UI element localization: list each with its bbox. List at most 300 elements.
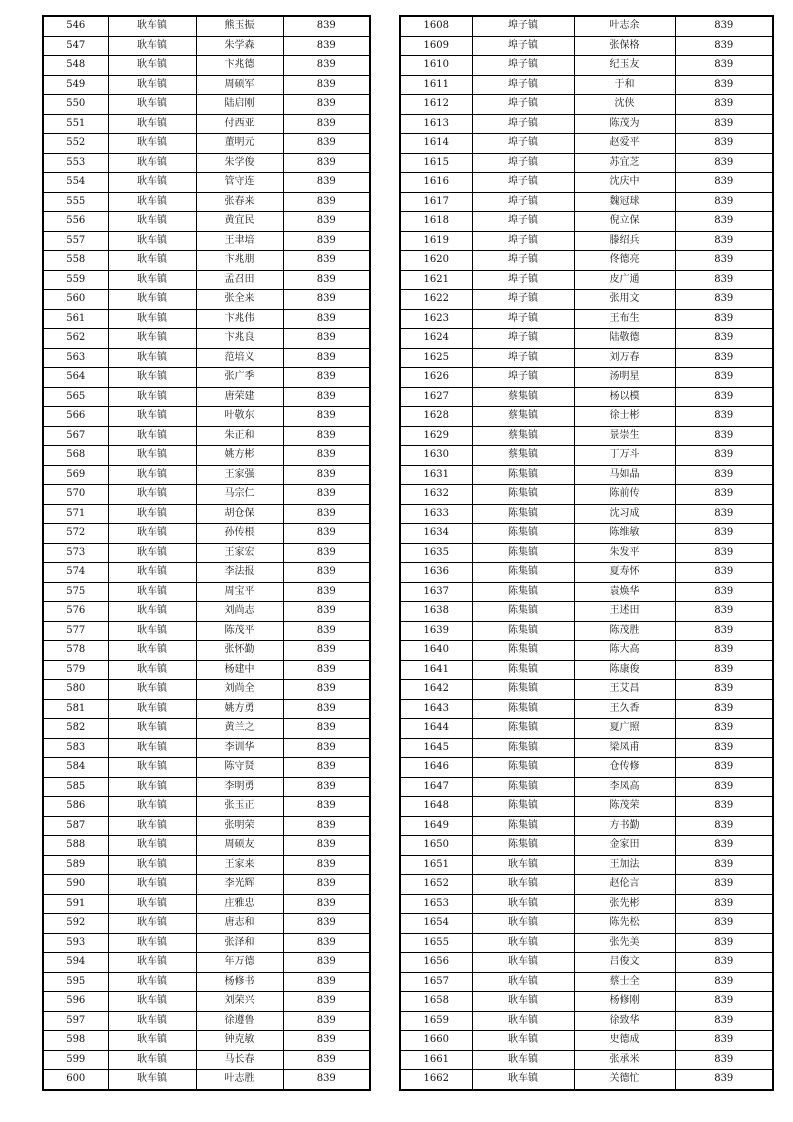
row-number-cell: 552 xyxy=(43,134,108,154)
name-cell: 魏冠球 xyxy=(574,192,675,212)
row-number-cell: 551 xyxy=(43,114,108,134)
amount-cell: 839 xyxy=(283,972,370,992)
row-number-cell: 577 xyxy=(43,621,108,641)
town-cell: 耿车镇 xyxy=(108,426,196,446)
town-cell: 耿车镇 xyxy=(108,602,196,622)
name-cell: 卞兆朋 xyxy=(196,251,283,271)
town-cell: 埠子镇 xyxy=(472,348,574,368)
row-number-cell: 565 xyxy=(43,387,108,407)
amount-cell: 839 xyxy=(675,290,773,310)
row-number-cell: 1610 xyxy=(400,56,472,76)
row-number-cell: 546 xyxy=(43,16,108,36)
town-cell: 埠子镇 xyxy=(472,36,574,56)
name-cell: 年万德 xyxy=(196,953,283,973)
name-cell: 蔡士全 xyxy=(574,972,675,992)
table-row xyxy=(400,329,773,349)
table-row xyxy=(43,894,370,914)
row-number-cell: 1636 xyxy=(400,563,472,583)
row-number-cell: 1646 xyxy=(400,758,472,778)
town-cell: 耿车镇 xyxy=(108,36,196,56)
town-cell: 耿车镇 xyxy=(108,465,196,485)
name-cell: 周硕友 xyxy=(196,836,283,856)
name-cell: 陈茂荣 xyxy=(574,797,675,817)
town-cell: 耿车镇 xyxy=(472,855,574,875)
table-row xyxy=(43,563,370,583)
name-cell: 张怀勤 xyxy=(196,641,283,661)
table-row xyxy=(43,348,370,368)
row-number-cell: 566 xyxy=(43,407,108,427)
name-cell: 徐士彬 xyxy=(574,407,675,427)
amount-cell: 839 xyxy=(283,368,370,388)
row-number-cell: 1629 xyxy=(400,426,472,446)
amount-cell: 839 xyxy=(675,680,773,700)
row-number-cell: 581 xyxy=(43,699,108,719)
amount-cell: 839 xyxy=(283,231,370,251)
amount-cell: 839 xyxy=(675,1011,773,1031)
row-number-cell: 568 xyxy=(43,446,108,466)
amount-cell: 839 xyxy=(675,543,773,563)
amount-cell: 839 xyxy=(283,1031,370,1051)
town-cell: 耿车镇 xyxy=(108,114,196,134)
town-cell: 陈集镇 xyxy=(472,738,574,758)
amount-cell: 839 xyxy=(675,1031,773,1051)
row-number-cell: 582 xyxy=(43,719,108,739)
town-cell: 埠子镇 xyxy=(472,329,574,349)
row-number-cell: 1611 xyxy=(400,75,472,95)
name-cell: 杨修书 xyxy=(196,972,283,992)
town-cell: 陈集镇 xyxy=(472,465,574,485)
name-cell: 卞兆伟 xyxy=(196,309,283,329)
town-cell: 陈集镇 xyxy=(472,621,574,641)
table-row xyxy=(43,75,370,95)
town-cell: 耿车镇 xyxy=(108,660,196,680)
town-cell: 耿车镇 xyxy=(472,972,574,992)
row-number-cell: 558 xyxy=(43,251,108,271)
amount-cell: 839 xyxy=(283,738,370,758)
name-cell: 孟召田 xyxy=(196,270,283,290)
table-row xyxy=(43,192,370,212)
row-number-cell: 1656 xyxy=(400,953,472,973)
name-cell: 沈庆中 xyxy=(574,173,675,193)
town-cell: 耿车镇 xyxy=(108,134,196,154)
row-number-cell: 594 xyxy=(43,953,108,973)
amount-cell: 839 xyxy=(675,485,773,505)
table-row xyxy=(400,75,773,95)
row-number-cell: 1614 xyxy=(400,134,472,154)
table-row xyxy=(400,1011,773,1031)
town-cell: 耿车镇 xyxy=(108,524,196,544)
table-row xyxy=(400,16,773,36)
row-number-cell: 1609 xyxy=(400,36,472,56)
name-cell: 陆敬德 xyxy=(574,329,675,349)
amount-cell: 839 xyxy=(283,524,370,544)
row-number-cell: 563 xyxy=(43,348,108,368)
table-row xyxy=(43,485,370,505)
amount-cell: 839 xyxy=(283,329,370,349)
town-cell: 耿车镇 xyxy=(472,953,574,973)
row-number-cell: 590 xyxy=(43,875,108,895)
table-row xyxy=(400,914,773,934)
name-cell: 姚方彬 xyxy=(196,446,283,466)
row-number-cell: 599 xyxy=(43,1050,108,1070)
town-cell: 耿车镇 xyxy=(108,368,196,388)
row-number-cell: 564 xyxy=(43,368,108,388)
amount-cell: 839 xyxy=(283,504,370,524)
row-number-cell: 1628 xyxy=(400,407,472,427)
amount-cell: 839 xyxy=(675,348,773,368)
town-cell: 耿车镇 xyxy=(108,855,196,875)
table-row xyxy=(400,777,773,797)
amount-cell: 839 xyxy=(675,738,773,758)
row-number-cell: 1624 xyxy=(400,329,472,349)
row-number-cell: 1661 xyxy=(400,1050,472,1070)
name-cell: 夏广照 xyxy=(574,719,675,739)
amount-cell: 839 xyxy=(283,173,370,193)
name-cell: 史德成 xyxy=(574,1031,675,1051)
town-cell: 耿车镇 xyxy=(108,153,196,173)
town-cell: 耿车镇 xyxy=(108,75,196,95)
name-cell: 王家来 xyxy=(196,855,283,875)
table-row xyxy=(43,1050,370,1070)
table-row xyxy=(43,777,370,797)
amount-cell: 839 xyxy=(283,153,370,173)
table-row xyxy=(43,719,370,739)
name-cell: 苏宜芝 xyxy=(574,153,675,173)
town-cell: 耿车镇 xyxy=(108,914,196,934)
row-number-cell: 595 xyxy=(43,972,108,992)
town-cell: 耿车镇 xyxy=(472,992,574,1012)
name-cell: 陆启刚 xyxy=(196,95,283,115)
table-row xyxy=(43,504,370,524)
row-number-cell: 1635 xyxy=(400,543,472,563)
row-number-cell: 1617 xyxy=(400,192,472,212)
table-row xyxy=(400,563,773,583)
town-cell: 蔡集镇 xyxy=(472,426,574,446)
town-cell: 耿车镇 xyxy=(108,251,196,271)
name-cell: 张先美 xyxy=(574,933,675,953)
town-cell: 陈集镇 xyxy=(472,504,574,524)
town-cell: 陈集镇 xyxy=(472,660,574,680)
row-number-cell: 1653 xyxy=(400,894,472,914)
name-cell: 王家宏 xyxy=(196,543,283,563)
amount-cell: 839 xyxy=(675,660,773,680)
amount-cell: 839 xyxy=(675,368,773,388)
row-number-cell: 1652 xyxy=(400,875,472,895)
name-cell: 张保格 xyxy=(574,36,675,56)
roster-table-body xyxy=(400,16,773,1090)
table-row xyxy=(43,290,370,310)
amount-cell: 839 xyxy=(283,933,370,953)
table-row xyxy=(43,465,370,485)
amount-cell: 839 xyxy=(675,992,773,1012)
amount-cell: 839 xyxy=(675,699,773,719)
town-cell: 陈集镇 xyxy=(472,816,574,836)
table-row xyxy=(400,309,773,329)
town-cell: 耿车镇 xyxy=(108,231,196,251)
town-cell: 耿车镇 xyxy=(108,270,196,290)
amount-cell: 839 xyxy=(675,914,773,934)
amount-cell: 839 xyxy=(283,465,370,485)
name-cell: 徐遵鲁 xyxy=(196,1011,283,1031)
town-cell: 陈集镇 xyxy=(472,563,574,583)
amount-cell: 839 xyxy=(283,602,370,622)
name-cell: 陈前传 xyxy=(574,485,675,505)
name-cell: 庄雅忠 xyxy=(196,894,283,914)
amount-cell: 839 xyxy=(675,95,773,115)
amount-cell: 839 xyxy=(675,582,773,602)
town-cell: 陈集镇 xyxy=(472,641,574,661)
amount-cell: 839 xyxy=(283,387,370,407)
name-cell: 张全来 xyxy=(196,290,283,310)
table-row xyxy=(400,290,773,310)
name-cell: 关德忙 xyxy=(574,1070,675,1090)
row-number-cell: 549 xyxy=(43,75,108,95)
name-cell: 刘荣兴 xyxy=(196,992,283,1012)
town-cell: 耿车镇 xyxy=(472,894,574,914)
name-cell: 沈侠 xyxy=(574,95,675,115)
name-cell: 杨以模 xyxy=(574,387,675,407)
row-number-cell: 1620 xyxy=(400,251,472,271)
amount-cell: 839 xyxy=(283,114,370,134)
town-cell: 蔡集镇 xyxy=(472,407,574,427)
row-number-cell: 550 xyxy=(43,95,108,115)
row-number-cell: 1615 xyxy=(400,153,472,173)
town-cell: 耿车镇 xyxy=(108,1031,196,1051)
row-number-cell: 569 xyxy=(43,465,108,485)
town-cell: 耿车镇 xyxy=(108,387,196,407)
amount-cell: 839 xyxy=(283,251,370,271)
town-cell: 耿车镇 xyxy=(108,875,196,895)
name-cell: 王加法 xyxy=(574,855,675,875)
town-cell: 埠子镇 xyxy=(472,212,574,232)
table-row xyxy=(400,153,773,173)
name-cell: 叶敬东 xyxy=(196,407,283,427)
town-cell: 耿车镇 xyxy=(108,777,196,797)
amount-cell: 839 xyxy=(283,816,370,836)
amount-cell: 839 xyxy=(283,446,370,466)
town-cell: 埠子镇 xyxy=(472,309,574,329)
row-number-cell: 1633 xyxy=(400,504,472,524)
amount-cell: 839 xyxy=(675,231,773,251)
town-cell: 耿车镇 xyxy=(108,797,196,817)
name-cell: 景崇生 xyxy=(574,426,675,446)
amount-cell: 839 xyxy=(675,719,773,739)
row-number-cell: 1619 xyxy=(400,231,472,251)
amount-cell: 839 xyxy=(675,1050,773,1070)
name-cell: 倪立保 xyxy=(574,212,675,232)
name-cell: 王久香 xyxy=(574,699,675,719)
name-cell: 梁凤甫 xyxy=(574,738,675,758)
table-row xyxy=(43,114,370,134)
row-number-cell: 583 xyxy=(43,738,108,758)
row-number-cell: 596 xyxy=(43,992,108,1012)
town-cell: 耿车镇 xyxy=(108,1050,196,1070)
row-number-cell: 1643 xyxy=(400,699,472,719)
town-cell: 耿车镇 xyxy=(108,563,196,583)
amount-cell: 839 xyxy=(283,95,370,115)
name-cell: 方书勤 xyxy=(574,816,675,836)
amount-cell: 839 xyxy=(675,1070,773,1090)
row-number-cell: 1632 xyxy=(400,485,472,505)
amount-cell: 839 xyxy=(283,36,370,56)
roster-table-left xyxy=(42,15,371,1091)
name-cell: 熊玉振 xyxy=(196,16,283,36)
row-number-cell: 1639 xyxy=(400,621,472,641)
table-row xyxy=(400,348,773,368)
row-number-cell: 548 xyxy=(43,56,108,76)
amount-cell: 839 xyxy=(283,582,370,602)
town-cell: 耿车镇 xyxy=(108,16,196,36)
amount-cell: 839 xyxy=(675,641,773,661)
table-row xyxy=(43,992,370,1012)
town-cell: 耿车镇 xyxy=(108,894,196,914)
name-cell: 王述田 xyxy=(574,602,675,622)
table-row xyxy=(400,875,773,895)
table-row xyxy=(43,270,370,290)
name-cell: 袁焕华 xyxy=(574,582,675,602)
amount-cell: 839 xyxy=(283,1070,370,1090)
amount-cell: 839 xyxy=(675,212,773,232)
town-cell: 耿车镇 xyxy=(108,699,196,719)
town-cell: 埠子镇 xyxy=(472,16,574,36)
row-number-cell: 1608 xyxy=(400,16,472,36)
amount-cell: 839 xyxy=(283,563,370,583)
name-cell: 卞兆良 xyxy=(196,329,283,349)
amount-cell: 839 xyxy=(675,192,773,212)
amount-cell: 839 xyxy=(675,16,773,36)
table-row xyxy=(43,368,370,388)
name-cell: 黄兰之 xyxy=(196,719,283,739)
name-cell: 李法报 xyxy=(196,563,283,583)
town-cell: 耿车镇 xyxy=(108,1070,196,1090)
amount-cell: 839 xyxy=(283,875,370,895)
town-cell: 耿车镇 xyxy=(108,1011,196,1031)
amount-cell: 839 xyxy=(283,894,370,914)
amount-cell: 839 xyxy=(283,16,370,36)
table-row xyxy=(400,56,773,76)
amount-cell: 839 xyxy=(675,758,773,778)
town-cell: 耿车镇 xyxy=(472,1050,574,1070)
row-number-cell: 1623 xyxy=(400,309,472,329)
table-row xyxy=(43,1070,370,1090)
town-cell: 蔡集镇 xyxy=(472,446,574,466)
amount-cell: 839 xyxy=(675,407,773,427)
town-cell: 陈集镇 xyxy=(472,719,574,739)
row-number-cell: 1625 xyxy=(400,348,472,368)
amount-cell: 839 xyxy=(283,992,370,1012)
table-row xyxy=(43,875,370,895)
town-cell: 埠子镇 xyxy=(472,270,574,290)
town-cell: 耿车镇 xyxy=(108,348,196,368)
row-number-cell: 1634 xyxy=(400,524,472,544)
amount-cell: 839 xyxy=(283,680,370,700)
table-row xyxy=(400,738,773,758)
amount-cell: 839 xyxy=(675,56,773,76)
name-cell: 周宝平 xyxy=(196,582,283,602)
amount-cell: 839 xyxy=(675,953,773,973)
name-cell: 纪玉友 xyxy=(574,56,675,76)
name-cell: 胡仓保 xyxy=(196,504,283,524)
amount-cell: 839 xyxy=(283,953,370,973)
table-row xyxy=(43,680,370,700)
row-number-cell: 578 xyxy=(43,641,108,661)
amount-cell: 839 xyxy=(675,855,773,875)
town-cell: 陈集镇 xyxy=(472,758,574,778)
name-cell: 孙传根 xyxy=(196,524,283,544)
row-number-cell: 1631 xyxy=(400,465,472,485)
table-row xyxy=(43,329,370,349)
table-row xyxy=(43,582,370,602)
name-cell: 金家田 xyxy=(574,836,675,856)
amount-cell: 839 xyxy=(675,972,773,992)
name-cell: 张泽和 xyxy=(196,933,283,953)
row-number-cell: 1648 xyxy=(400,797,472,817)
name-cell: 朱学俊 xyxy=(196,153,283,173)
name-cell: 于和 xyxy=(574,75,675,95)
table-row xyxy=(400,36,773,56)
name-cell: 滕绍兵 xyxy=(574,231,675,251)
name-cell: 李训华 xyxy=(196,738,283,758)
row-number-cell: 587 xyxy=(43,816,108,836)
row-number-cell: 1658 xyxy=(400,992,472,1012)
table-row xyxy=(43,212,370,232)
name-cell: 沈习成 xyxy=(574,504,675,524)
amount-cell: 839 xyxy=(283,719,370,739)
amount-cell: 839 xyxy=(283,660,370,680)
table-row xyxy=(43,602,370,622)
row-number-cell: 593 xyxy=(43,933,108,953)
town-cell: 陈集镇 xyxy=(472,699,574,719)
row-number-cell: 555 xyxy=(43,192,108,212)
table-row xyxy=(43,738,370,758)
table-row xyxy=(400,953,773,973)
table-row xyxy=(43,36,370,56)
row-number-cell: 1637 xyxy=(400,582,472,602)
table-row xyxy=(43,1031,370,1051)
town-cell: 耿车镇 xyxy=(108,992,196,1012)
row-number-cell: 1621 xyxy=(400,270,472,290)
name-cell: 卞兆德 xyxy=(196,56,283,76)
row-number-cell: 589 xyxy=(43,855,108,875)
amount-cell: 839 xyxy=(675,387,773,407)
row-number-cell: 1655 xyxy=(400,933,472,953)
amount-cell: 839 xyxy=(675,114,773,134)
table-row xyxy=(43,16,370,36)
table-row xyxy=(43,1011,370,1031)
town-cell: 耿车镇 xyxy=(108,504,196,524)
town-cell: 陈集镇 xyxy=(472,582,574,602)
town-cell: 埠子镇 xyxy=(472,114,574,134)
amount-cell: 839 xyxy=(675,816,773,836)
table-row xyxy=(400,816,773,836)
amount-cell: 839 xyxy=(675,134,773,154)
row-number-cell: 1630 xyxy=(400,446,472,466)
row-number-cell: 562 xyxy=(43,329,108,349)
table-row xyxy=(400,446,773,466)
amount-cell: 839 xyxy=(283,270,370,290)
table-row xyxy=(400,758,773,778)
table-row xyxy=(43,816,370,836)
row-number-cell: 1650 xyxy=(400,836,472,856)
town-cell: 耿车镇 xyxy=(472,1011,574,1031)
amount-cell: 839 xyxy=(283,348,370,368)
name-cell: 张承米 xyxy=(574,1050,675,1070)
row-number-cell: 1644 xyxy=(400,719,472,739)
amount-cell: 839 xyxy=(675,797,773,817)
name-cell: 陈大高 xyxy=(574,641,675,661)
row-number-cell: 1627 xyxy=(400,387,472,407)
row-number-cell: 591 xyxy=(43,894,108,914)
